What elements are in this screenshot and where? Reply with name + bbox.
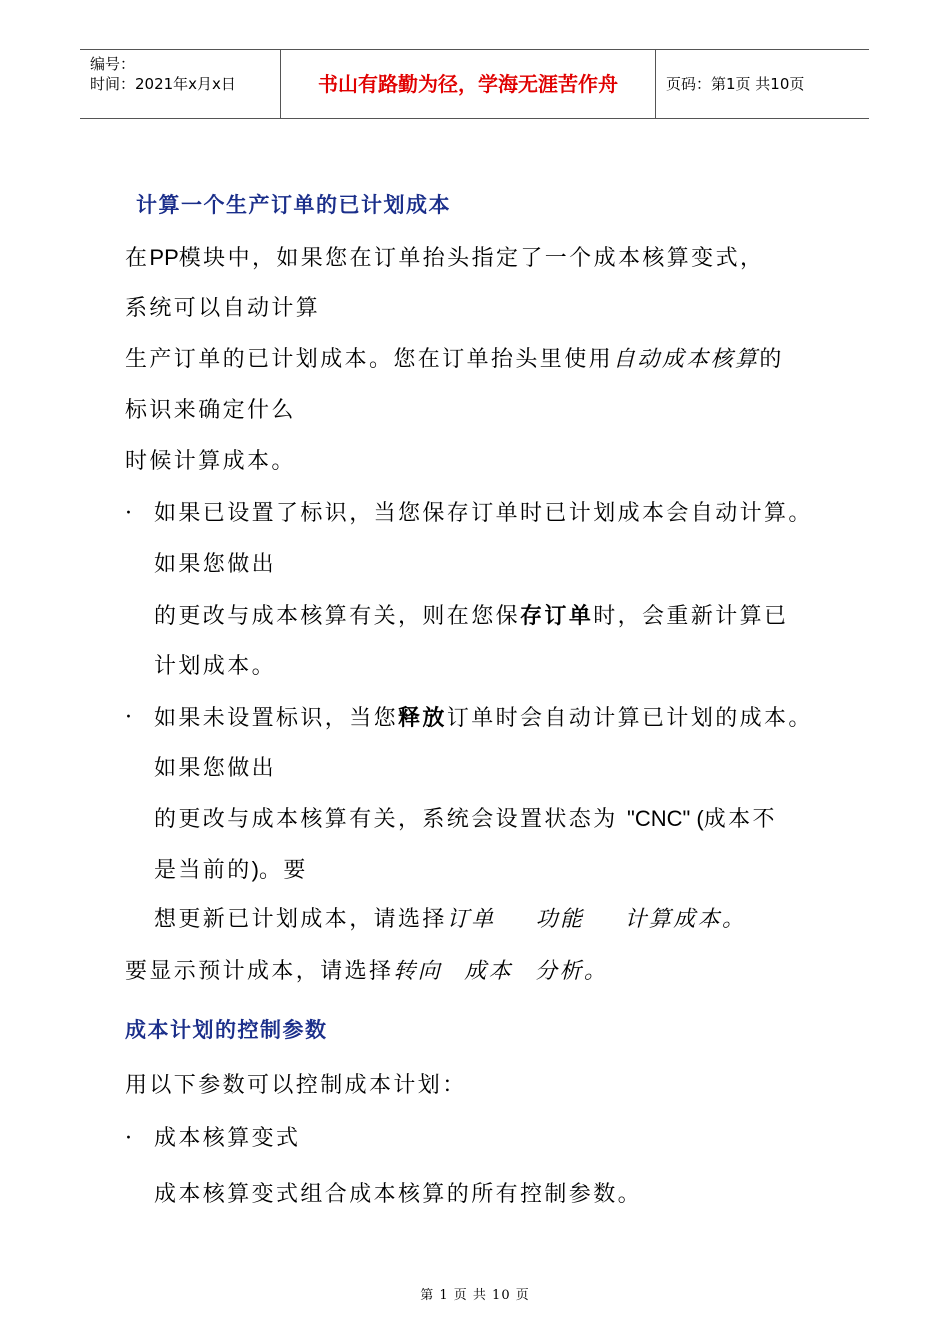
bullet1-line-3: 的更改与成本核算有关，则在您保存订单时，会重新计算已 — [154, 603, 789, 629]
header-page-label: 页码：第1页 共10页 — [666, 75, 805, 93]
page-header — [80, 49, 869, 119]
page-footer: 第 1 页 共 10 页 — [420, 1288, 530, 1303]
bullet1-line-4: 计划成本。 — [154, 654, 277, 679]
intro-line-1: 在PP模块中，如果您在订单抬头指定了一个成本核算变式， — [125, 245, 765, 271]
bullet-marker: · — [125, 501, 132, 526]
number-label: 编号： — [90, 55, 136, 73]
section-title: 计算一个生产订单的已计划成本 — [136, 192, 451, 217]
bullet1-line-1: 如果已设置了标识，当您保存订单时已计划成本会自动计算。 — [154, 501, 813, 526]
intro-line-4: 标识来确定什么 — [125, 398, 296, 423]
bullet2-line-3: 的更改与成本核算有关，系统会设置状态为 "CNC" (成本不 — [154, 806, 777, 832]
intro-line-3: 生产订单的已计划成本。您在订单抬头里使用自动成本核算的 — [125, 347, 784, 372]
header-motto: 书山有路勤为径，学海无涯苦作舟 — [280, 50, 656, 118]
intro-line-2: 系统可以自动计算 — [125, 296, 321, 321]
bullet2-line-5: 想更新已计划成本，请选择订单 功能 计算成本。 — [154, 907, 747, 932]
params-intro: 用以下参数可以控制成本计划： — [125, 1073, 467, 1098]
bullet-marker: · — [125, 705, 132, 730]
bullet3-line-1: 成本核算变式 — [154, 1126, 301, 1151]
time-label: 时间：2021年x月x日 — [90, 75, 236, 93]
bullet2-line-4: 是当前的)。要 — [154, 857, 308, 883]
header-meta — [80, 50, 280, 118]
intro-line-5: 时候计算成本。 — [125, 449, 296, 474]
display-costs-line: 要显示预计成本，请选择转向 成本 分析。 — [125, 959, 609, 984]
bullet-marker: · — [125, 1126, 132, 1151]
bullet2-line-2: 如果您做出 — [154, 756, 277, 781]
bullet1-line-2: 如果您做出 — [154, 552, 277, 577]
bullet3-line-2: 成本核算变式组合成本核算的所有控制参数。 — [154, 1182, 643, 1207]
bullet2-line-1: 如果未设置标识，当您释放订单时会自动计算已计划的成本。 — [154, 705, 813, 731]
section-heading-control-params: 成本计划的控制参数 — [125, 1017, 328, 1042]
